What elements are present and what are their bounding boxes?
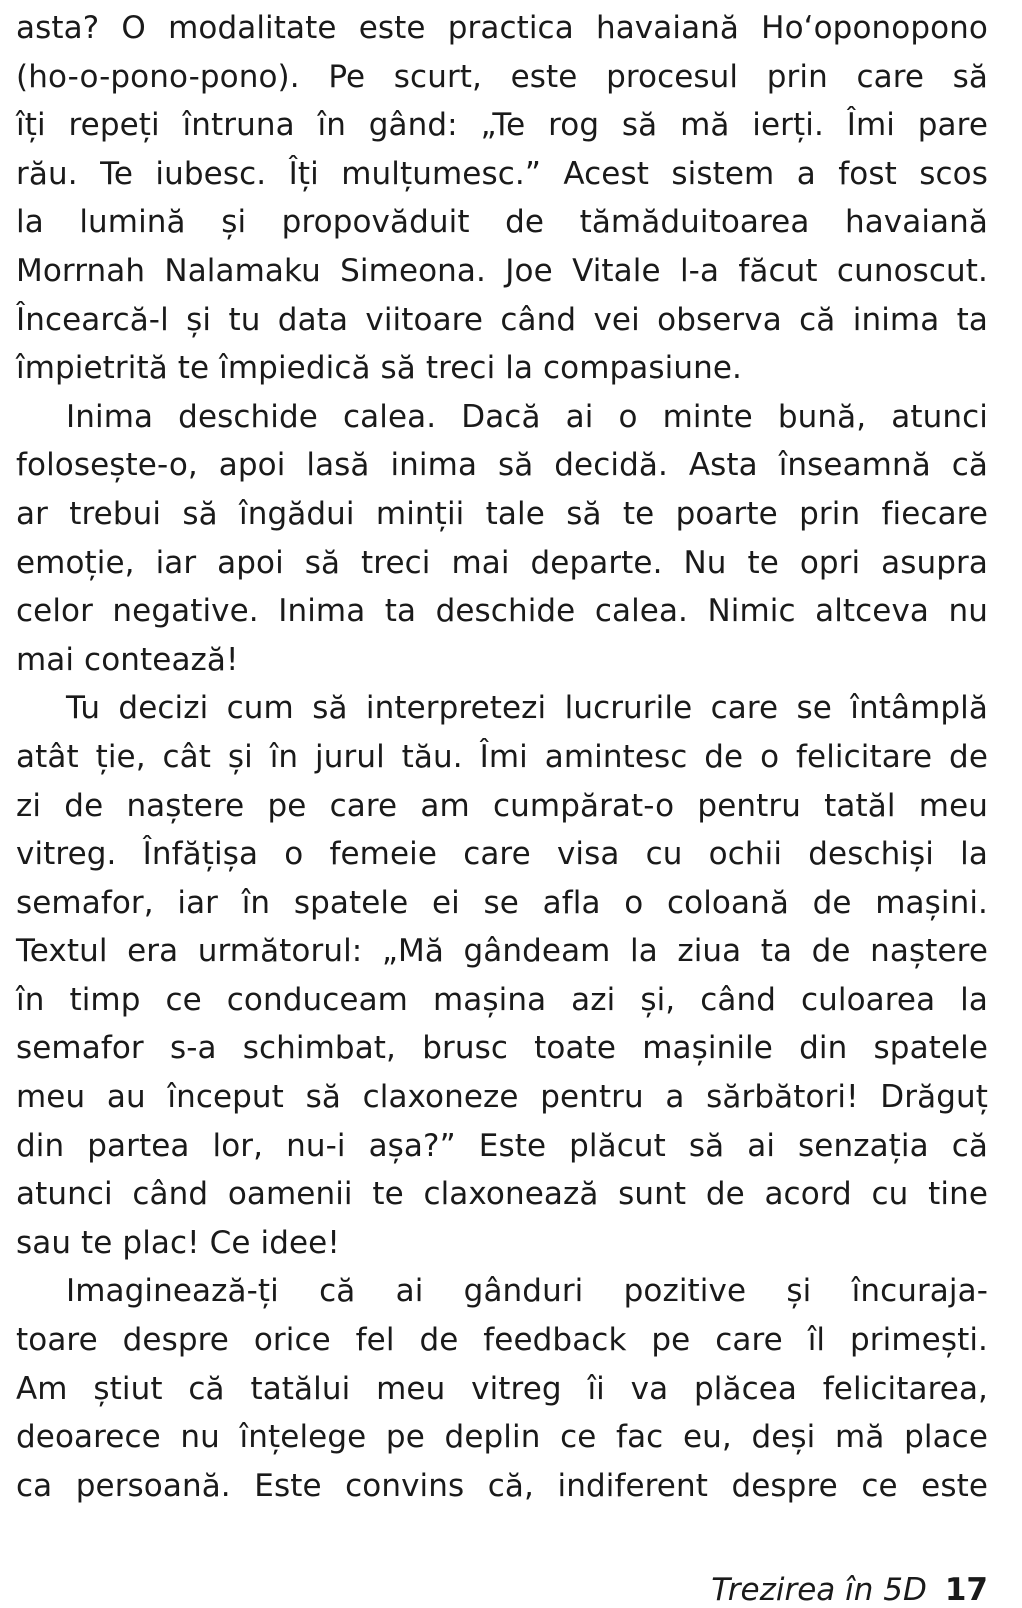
page-number: 17 — [944, 1572, 988, 1608]
running-title: Trezirea în 5D — [711, 1572, 927, 1608]
page-footer — [711, 1572, 988, 1608]
text-line: Am știut că tatălui meu vitreg îi va plăcea felicitarea, — [16, 1370, 988, 1407]
text-line: îți repeți întruna în gând: „Te rog să mă ierți. Îmi pare — [16, 107, 988, 144]
text-line: în timp ce conduceam mașina azi și, când culoarea la — [16, 981, 988, 1018]
text-line: sau te plac! Ce idee! — [16, 1224, 340, 1261]
text-line: din partea lor, nu-i așa?” Este plăcut să ai senzația că — [16, 1127, 988, 1164]
text-line: Tu decizi cum să interpretezi lucrurile care se întâmplă — [66, 690, 988, 727]
text-line: semafor, iar în spatele ei se afla o coloană de mașini. — [16, 884, 988, 921]
text-line: meu au început să claxoneze pentru a sărbători! Drăguț — [16, 1079, 988, 1116]
paragraph — [16, 4, 988, 393]
text-line: ar trebui să îngădui minții tale să te poarte prin fiecare — [16, 495, 988, 532]
text-line: rău. Te iubesc. Îți mulțumesc.” Acest sistem a fost scos — [16, 155, 988, 192]
text-line: mai contează! — [16, 641, 239, 678]
text-line: (ho-o-pono-pono). Pe scurt, este procesul prin care să — [16, 58, 988, 95]
text-line: Inima deschide calea. Dacă ai o minte bună, atunci — [66, 398, 988, 435]
text-line: folosește-o, apoi lasă inima să decidă. Asta înseamnă că — [16, 447, 988, 484]
text-line: Textul era următorul: „Mă gândeam la ziua ta de naștere — [16, 933, 988, 970]
text-line: deoarece nu înțelege pe deplin ce fac eu, deși mă place — [16, 1419, 988, 1456]
text-line: zi de naștere pe care am cumpărat-o pentru tatăl meu — [16, 787, 988, 824]
text-line: Imaginează-ți că ai gânduri pozitive și încuraja- — [66, 1273, 988, 1310]
text-line: împietrită te împiedică să treci la compasiune. — [16, 350, 742, 387]
text-line: atât ție, cât și în jurul tău. Îmi amintesc de o felicitare de — [16, 738, 988, 775]
text-line: emoție, iar apoi să treci mai departe. Nu te opri asupra — [16, 544, 988, 581]
text-line: asta? O modalitate este practica havaiană Hoʻoponopono — [16, 10, 988, 46]
paragraph — [16, 1267, 988, 1510]
paragraph — [16, 393, 988, 685]
text-line: Încearcă-l și tu data viitoare când vei observa că inima ta — [16, 301, 988, 338]
text-line: Morrnah Nalamaku Simeona. Joe Vitale l-a făcut cunoscut. — [16, 252, 988, 289]
page-body — [16, 4, 988, 1510]
text-line: semafor s-a schimbat, brusc toate mașinile din spatele — [16, 1030, 988, 1067]
text-line: vitreg. Înfățișa o femeie care visa cu ochii deschiși la — [16, 836, 988, 873]
text-line: ca persoană. Este convins că, indiferent despre ce este — [16, 1467, 988, 1504]
text-line: toare despre orice fel de feedback pe care îl primești. — [16, 1322, 988, 1359]
text-line: atunci când oamenii te claxonează sunt de acord cu tine — [16, 1176, 988, 1213]
paragraph — [16, 684, 988, 1267]
text-line: celor negative. Inima ta deschide calea. Nimic altceva nu — [16, 593, 988, 630]
text-line: la lumină și propovăduit de tămăduitoarea havaiană — [16, 204, 988, 241]
